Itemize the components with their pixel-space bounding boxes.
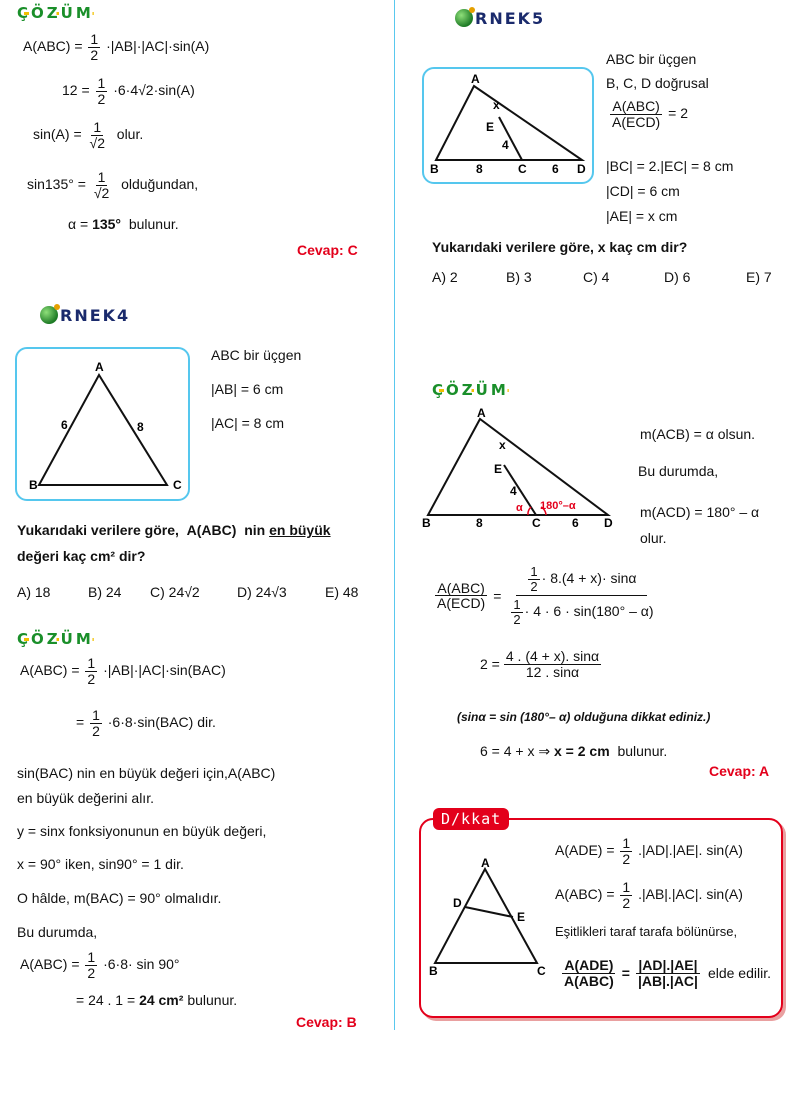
cozum-header-3: ÇÖZÜM xyxy=(432,381,509,399)
ornek5-given-2: B, C, D doğrusal xyxy=(606,75,709,91)
cozum-hint: (sinα = sin (180°– α) olduğuna dikkat ediniz.) xyxy=(457,710,711,724)
cozum1-line-1: A(ABC) = $\frac{1}{2}$ ·|AB|·|AC|·sin(A) xyxy=(23,31,210,63)
ornek4-figure-box xyxy=(15,347,190,501)
ornek5-ratio: $\frac{\text{A(ABC)}}{\text{A(ECD)}}$ = 2 xyxy=(612,98,688,130)
ornek5-given-4: |CD| = 6 cm xyxy=(606,183,680,199)
cozum1-line-3: sin(A) = $\frac{1}{√2}$ olur. xyxy=(33,119,144,151)
area-ratio-equation: $\frac{\text{A(ABC)}}{\text{A(ECD)}}$ = $\frac{1}{2}$ · 8.(4 + x)· sinα $\frac{1}{2}$ · 4 · 6 · sin(180° – α) xyxy=(437,564,654,627)
ornek5-title: RNEK5 xyxy=(455,9,545,28)
ornek5-option-e: E) 7 xyxy=(746,269,772,285)
cozum2-line-4: en büyük değerini alır. xyxy=(17,790,154,806)
vertex-c-label: C xyxy=(173,478,182,492)
ornek5-given-1: ABC bir üçgen xyxy=(606,51,697,67)
answer-2: Cevap: B xyxy=(296,1014,357,1030)
column-divider xyxy=(394,0,395,1030)
ornek-logo-icon xyxy=(455,9,473,27)
svg-text:D: D xyxy=(453,896,462,910)
cozum-note-3: m(ACD) = 180° – α xyxy=(640,504,760,520)
svg-text:x: x xyxy=(493,98,500,112)
answer-3: Cevap: A xyxy=(709,763,770,779)
solution-figure xyxy=(420,405,620,530)
ornek5-given-3: |BC| = 2.|EC| = 8 cm xyxy=(606,158,734,174)
ornek5-option-d: D) 6 xyxy=(664,269,691,285)
ornek4-option-e: E) 48 xyxy=(325,584,359,600)
cozum2-line-8: Bu durumda, xyxy=(17,924,98,940)
dikkat-ratio: $\frac{\text{A(ADE)}}{\text{A(ABC)}}$ = $\frac{|AD|.|AE|}{|AB|.|AC|}$ elde edilir. xyxy=(564,957,771,989)
ornek5-figure-box xyxy=(422,67,594,184)
svg-text:C: C xyxy=(532,516,541,530)
dikkat-formula-1: A(ADE) = $\frac{1}{2}$ .|AD|.|AE|. sin(A) xyxy=(555,835,743,867)
cozum2-line-7: O hâlde, m(BAC) = 90° olmalıdır. xyxy=(17,890,222,906)
ornek5-option-a: A) 2 xyxy=(432,269,458,285)
svg-text:D: D xyxy=(604,516,613,530)
cozum2-line-1: A(ABC) = $\frac{1}{2}$ ·|AB|·|AC|·sin(BAC) xyxy=(20,655,226,687)
svg-text:6: 6 xyxy=(572,516,579,530)
cozum-note-1: m(ACB) = α olsun. xyxy=(640,426,756,442)
ornek4-given-2: |AB| = 6 cm xyxy=(211,381,284,397)
cozum2-line-2: = $\frac{1}{2}$ ·6·8·sin(BAC) dir. xyxy=(76,707,216,739)
ornek4-question-line-2: değeri kaç cm² dir? xyxy=(17,548,146,564)
svg-text:A: A xyxy=(481,856,490,870)
svg-text:E: E xyxy=(486,120,495,134)
svg-text:E: E xyxy=(517,910,526,924)
cozum1-line-5: α = 135° bulunur. xyxy=(68,216,179,232)
svg-text:4: 4 xyxy=(502,138,509,152)
side-ab-label: 6 xyxy=(61,418,68,432)
dikkat-formula-2: A(ABC) = $\frac{1}{2}$ .|AB|.|AC|. sin(A) xyxy=(555,879,743,911)
ornek4-option-c: C) 24√2 xyxy=(150,584,200,600)
cozum-note-4: olur. xyxy=(640,530,667,546)
dikkat-tag: D/kkat xyxy=(433,808,509,830)
svg-text:6: 6 xyxy=(552,162,559,176)
cozum1-line-4: sin135° = $\frac{1}{√2}$ olduğundan, xyxy=(27,169,199,201)
svg-text:A: A xyxy=(471,72,480,86)
answer-1: Cevap: C xyxy=(297,242,358,258)
final-equation: 6 = 4 + x ⇒ x = 2 cm bulunur. xyxy=(480,743,668,759)
cozum2-line-9: A(ABC) = $\frac{1}{2}$ ·6·8· sin 90° xyxy=(20,949,180,981)
triangle-figure-4 xyxy=(17,349,188,499)
ornek4-given-3: |AC| = 8 cm xyxy=(211,415,285,431)
dikkat-figure xyxy=(425,855,555,980)
svg-text:180°–α: 180°–α xyxy=(540,500,576,512)
triangle-figure-5 xyxy=(424,69,592,182)
svg-text:B: B xyxy=(429,964,438,978)
ornek-logo-icon xyxy=(40,306,58,324)
dikkat-text: Eşitlikleri taraf tarafa bölünürse, xyxy=(555,924,738,939)
svg-text:8: 8 xyxy=(476,162,483,176)
ornek4-option-a: A) 18 xyxy=(17,584,51,600)
svg-text:A: A xyxy=(477,406,486,420)
ornek4-question-line-1: Yukarıdaki verilere göre, A(ABC) nin en büyük xyxy=(17,522,331,538)
ornek5-given-5: |AE| = x cm xyxy=(606,208,678,224)
svg-text:8: 8 xyxy=(476,516,483,530)
cozum-header-2: ÇÖZÜM xyxy=(17,630,94,648)
cozum2-line-5: y = sinx fonksiyonunun en büyük değeri, xyxy=(17,823,267,839)
vertex-a-label: A xyxy=(95,360,104,374)
vertex-b-label: B xyxy=(29,478,38,492)
svg-text:B: B xyxy=(422,516,431,530)
svg-text:C: C xyxy=(518,162,527,176)
ornek4-option-d: D) 24√3 xyxy=(237,584,287,600)
svg-text:E: E xyxy=(494,462,503,476)
cozum2-line-10: = 24 . 1 = 24 cm² bulunur. xyxy=(76,992,238,1008)
cozum1-line-2: 12 = $\frac{1}{2}$ ·6·4√2·sin(A) xyxy=(62,75,195,107)
ornek5-option-c: C) 4 xyxy=(583,269,610,285)
cozum2-line-3: sin(BAC) nin en büyük değeri için,A(ABC) xyxy=(17,765,276,781)
ornek5-option-b: B) 3 xyxy=(506,269,532,285)
svg-text:D: D xyxy=(577,162,586,176)
ornek5-question: Yukarıdaki verilere göre, x kaç cm dir? xyxy=(432,239,688,255)
side-ac-label: 8 xyxy=(137,420,144,434)
svg-text:x: x xyxy=(499,438,506,452)
cozum-header-1: ÇÖZÜM xyxy=(17,4,94,22)
cozum2-line-6: x = 90° iken, sin90° = 1 dir. xyxy=(17,856,184,872)
ornek4-option-b: B) 24 xyxy=(88,584,122,600)
ornek4-title: RNEK4 xyxy=(40,306,130,325)
cozum-note-2: Bu durumda, xyxy=(638,463,719,479)
ornek4-given-1: ABC bir üçgen xyxy=(211,347,302,363)
svg-text:4: 4 xyxy=(510,484,517,498)
svg-text:C: C xyxy=(537,964,546,978)
svg-text:α: α xyxy=(516,502,523,514)
equation-2: 2 = $\frac{4 . (4 + x). \sin\alpha}{12 . \sin\alpha}$ xyxy=(480,648,600,680)
svg-text:B: B xyxy=(430,162,439,176)
